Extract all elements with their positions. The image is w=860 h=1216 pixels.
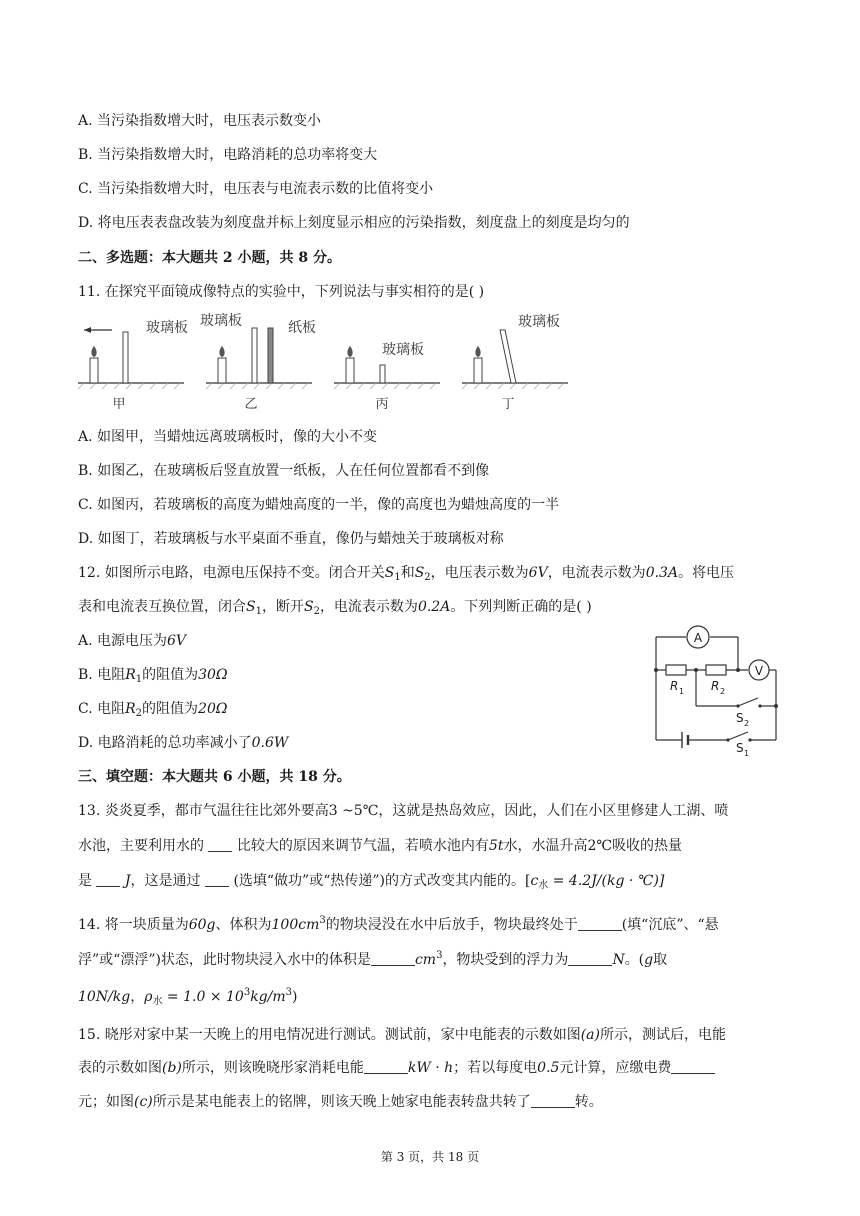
caption-jia: 甲 [112,397,126,410]
label-paper-yi: 纸板 [288,320,316,336]
ammeter-label: A [693,631,703,645]
q11-option-d: D. 如图丁，若玻璃板与水平桌面不垂直，像仍与蜡烛关于玻璃板对称 [78,531,504,547]
q15-line2: 表的示数如图(b)所示，则该晚晓彤家消耗电能 kW · h；若以每度电0.5元计算，应缴电费 [78,1058,715,1078]
svg-text:1: 1 [679,687,685,696]
section3-header: 三、填空题：本大题共 6 小题，共 18 分。 [78,769,351,785]
q13-blank-1[interactable] [208,837,232,852]
q10-option-a: A. 当污染指数增大时，电压表示数变小 [78,113,322,129]
label-glass-ding: 玻璃板 [518,314,560,330]
q14-line3: 10N/kg，$\rho_水 = 1.0 \times 10^3kg/m^3$) [78,987,298,1007]
q11-option-c: C. 如图丙，若玻璃板的高度为蜡烛高度的一半，像的高度也为蜡烛高度的一半 [78,497,560,513]
q15-blank-2[interactable] [671,1059,715,1074]
q13-blank-2[interactable] [96,872,120,887]
q15-blank-3[interactable] [531,1093,575,1108]
svg-text:1: 1 [744,749,750,758]
r2-label: R [711,679,720,693]
figure-yi [200,312,316,389]
label-glass-yi: 玻璃板 [200,313,242,329]
caption-bing: 丙 [375,397,389,410]
s1-label: S [736,741,744,755]
figure-jia [78,319,188,389]
q12-stem-line2: 表和电流表互换位置，闭合$S_1$，断开$S_2$，电流表示数为0.2A。下列判断正确的是( ) [78,599,592,617]
q10-option-b: B. 当污染指数增大时，电路消耗的总功率将变大 [78,147,378,163]
q13-line3: 是 J，这是通过 (选填“做功”或“热传递”)的方式改变其内能的。[$c_水 = 4.2J/(kg$ · ℃)] [78,873,665,891]
q13-blank-3[interactable] [205,872,229,887]
q12-option-d: D. 电路消耗的总功率减小了0.6W [78,735,289,751]
q14-line2: 浮”或“漂浮”)状态，此时物块浸入水中的体积是 $cm^3$，物块受到的浮力为 N。(g取 [78,950,668,968]
svg-text:2: 2 [720,687,726,696]
voltmeter-label: V [754,664,764,678]
q15-blank-1[interactable] [364,1059,408,1074]
q13-line2: 水池，主要利用水的 比较大的原因来调节气温，若喷水池内有5t水，水温升高2℃吸收的热量 [78,838,683,854]
q10-option-d: D. 将电压表表盘改装为刻度盘并标上刻度显示相应的污染指数，刻度盘上的刻度是均匀的 [78,215,630,231]
caption-yi: 乙 [244,397,258,410]
q11-option-a: A. 如图甲，当蜡烛远离玻璃板时，像的大小不变 [78,429,378,445]
page-footer: 第 3 页，共 18 页 [380,1150,480,1164]
q12-circuit-diagram [648,622,788,762]
q12-stem-line1: 12. 如图所示电路，电源电压保持不变。闭合开关$S_1$和$S_2$，电压表示数为6V，电流表示数为0.3A。将电压 [78,565,735,583]
q11-stem: 11. 在探究平面镜成像特点的实验中，下列说法与事实相符的是( ) [78,284,485,300]
q11-option-b: B. 如图乙，在玻璃板后竖直放置一纸板，人在任何位置都看不到像 [78,463,490,479]
q15-line3: 元；如图(c)所示是某电能表上的铭牌，则该天晚上她家电能表转盘共转了 转。 [78,1094,603,1110]
q10-option-c: C. 当污染指数增大时，电压表与电流表示数的比值将变小 [78,181,434,197]
s2-label: S [736,711,744,725]
svg-text:2: 2 [744,719,750,728]
q11-figure [76,310,596,410]
section2-header: 二、多选题：本大题共 2 小题，共 8 分。 [78,250,341,266]
label-glass-jia: 玻璃板 [146,320,188,336]
figure-bing [334,341,440,389]
q14-blank-3[interactable] [568,951,612,966]
q12-option-b: B. 电阻$R_1$的阻值为30Ω [78,667,228,685]
q14-blank-2[interactable] [371,951,415,966]
q12-option-a: A. 电源电压为6V [78,633,187,649]
q15-line1: 15. 晓彤对家中某一天晚上的用电情况进行测试。测试前，家中电能表的示数如图(a)所示，测试后，电能 [78,1027,726,1043]
label-glass-bing: 玻璃板 [382,342,424,358]
q12-option-c: C. 电阻$R_2$的阻值为20Ω [78,701,228,719]
q14-line1: 14. 将一块质量为60g、体积为$100cm^3$的物块浸没在水中后放手，物块最终处于 (填“沉底”、“悬 [78,915,719,933]
figure-ding [462,313,568,389]
q14-blank-1[interactable] [578,916,622,931]
q13-line1: 13. 炎炎夏季，都市气温往往比郊外要高3 ~5℃，这就是热岛效应，因此，人们在小区里修建人工湖、喷 [78,803,729,819]
caption-ding: 丁 [501,397,515,410]
r1-label: R [670,679,679,693]
